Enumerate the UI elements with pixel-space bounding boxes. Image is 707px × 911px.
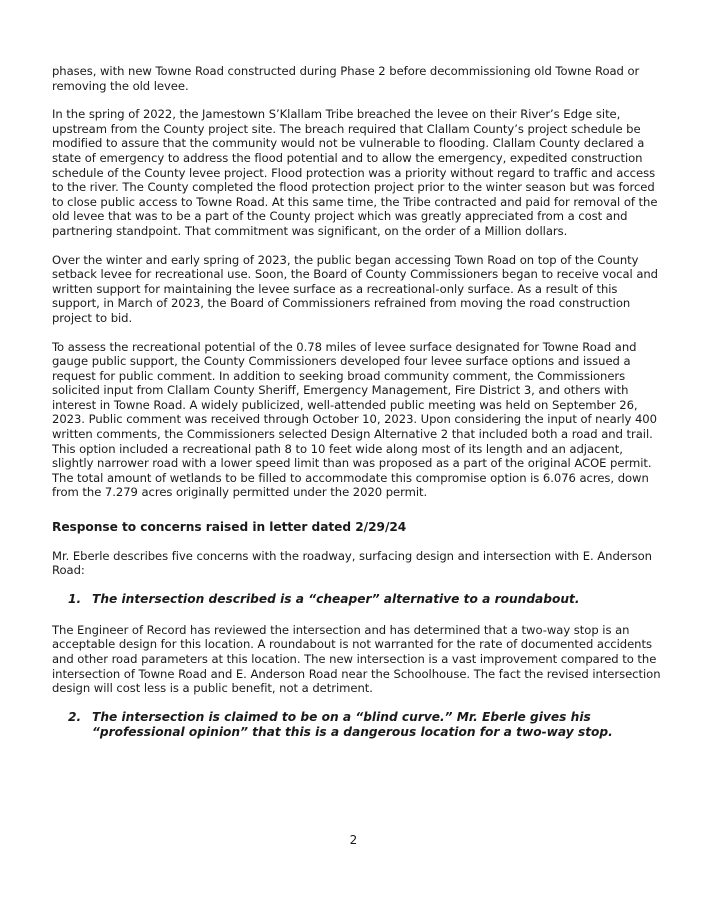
- concerns-intro: Mr. Eberle describes five concerns with the roadway, surfacing design and intersection with E. Anderson Road:: [52, 548, 652, 578]
- concern-2-number: 2.: [68, 709, 82, 724]
- document-page: [52, 64, 664, 756]
- paragraph-spring-2022: In the spring of 2022, the Jamestown S’Klallam Tribe breached the levee on their River’s Edge site, upstream from the County project site. The breach required that Clallam County’s project schedule be modified to assure that the community would not be vulnerable to flooding. Clallam County declared a state of emergency to address the flood potential and to allow the emergency, expedited construction schedule of the County levee project. Flood protection was a priority without regard to traffic and access to the river. The County completed the flood protection project prior to the winter season but was forced to close public access to Towne Road. At this same time, the Tribe contracted and paid for removal of the old levee that was to be a part of the County project which was greatly appreciated from a cost and partnering standpoint. That commitment was significant, on the order of a Million dollars.: [52, 107, 658, 238]
- concern-1-title: The intersection described is a “cheaper” alternative to a roundabout.: [92, 591, 580, 606]
- concern-2-heading: [68, 710, 664, 740]
- page-number: 2: [349, 833, 358, 847]
- concern-1-heading: [68, 592, 664, 607]
- concern-2-title: The intersection is claimed to be on a “blind curve.” Mr. Eberle gives his “professional opinion” that this is a dangerous location for a two-way stop.: [92, 709, 613, 739]
- paragraph-winter-2023: Over the winter and early spring of 2023, the public began accessing Town Road on top of the County setback levee for recreational use. Soon, the Board of County Commissioners began to receive vocal and written support for maintaining the levee surface as a recreational-only surface. As a result of this support, in March of 2023, the Board of Commissioners refrained from moving the road construction project to bid.: [52, 252, 658, 325]
- concern-1-response: The Engineer of Record has reviewed the intersection and has determined that a two-way stop is an acceptable design for this location. A roundabout is not warranted for the rate of documented accidents and other road parameters at this location. The new intersection is a vast improvement compared to the intersection of Towne Road and E. Anderson Road near the Schoolhouse. The fact the revised intersection design will cost less is a public benefit, not a detriment.: [52, 622, 661, 696]
- paragraph-recreational-assessment: To assess the recreational potential of the 0.78 miles of levee surface designated for Towne Road and gauge public support, the County Commissioners developed four levee surface options and issued a request for public comment. In addition to seeking broad community comment, the Commissioners solicited input from Clallam County Sheriff, Emergency Management, Fire District 3, and others with interest in Towne Road. A widely publicized, well-attended public meeting was held on September 26, 2023. Public comment was received through October 10, 2023. Upon considering the input of nearly 400 written comments, the Commissioners selected Design Alternative 2 that included both a road and trail. This option included a recreational path 8 to 10 feet wide along most of its length and an adjacent, slightly narrower road with a lower speed limit than was proposed as a part of the original ACOE permit. The total amount of wetlands to be filled to accommodate this compromise option is 6.076 acres, down from the 7.279 acres originally permitted under the 2020 permit.: [52, 339, 657, 500]
- concern-1-number: 1.: [68, 591, 82, 606]
- section-heading: Response to concerns raised in letter dated 2/29/24: [52, 520, 407, 535]
- paragraph-phases: phases, with new Towne Road constructed during Phase 2 before decommissioning old Towne Road or removing the old levee.: [52, 64, 640, 93]
